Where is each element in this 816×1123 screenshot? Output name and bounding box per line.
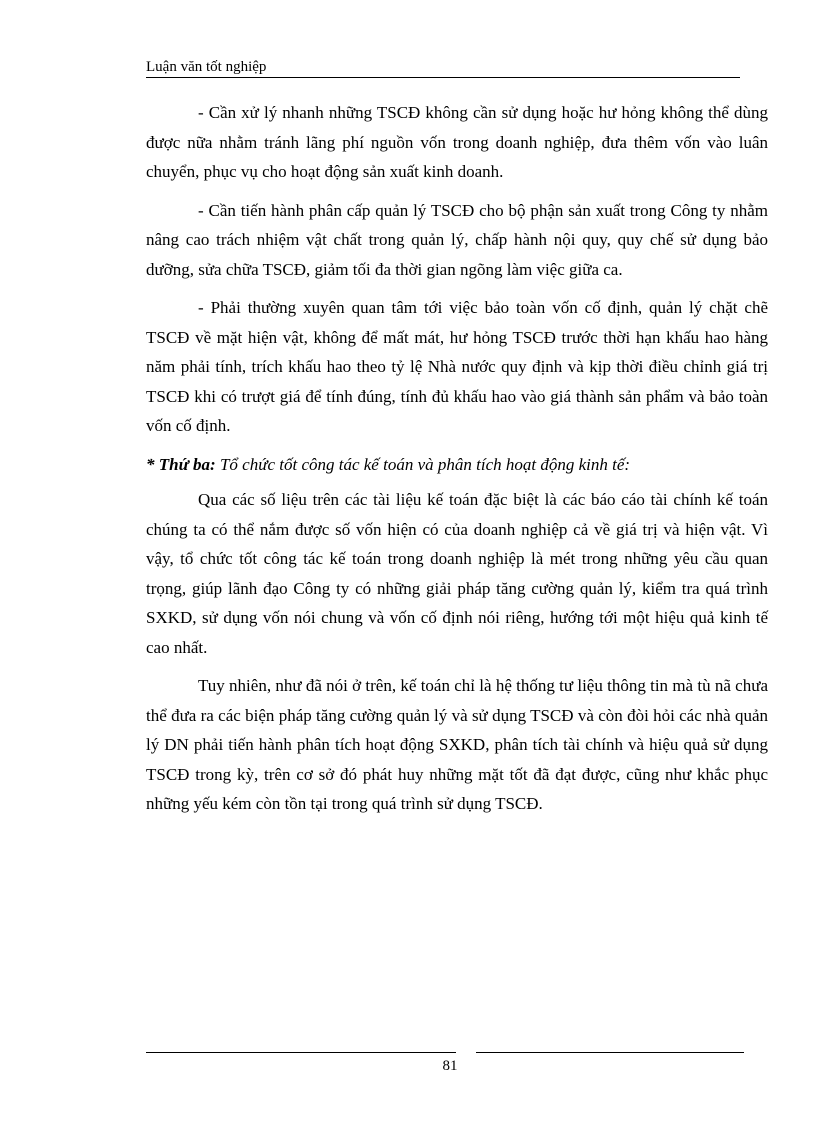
paragraph-4: Qua các số liệu trên các tài liệu kế toán đặc biệt là các báo cáo tài chính kế toán chúng ta có thể nắm được số vốn hiện có của doanh nghiệp cả về giá trị và hiện vật. Vì vậy, tổ chức tốt công tác kế toán trong doanh nghiệp là mét trong những yêu cầu quan trọng, giúp lãnh đạo Công ty có những giải pháp tăng cường quản lý, kiểm tra quá trình SXKD, sử dụng vốn nói chung và vốn cố định nói riêng, hướng tới một hiệu quả kinh tế cao nhất.	[146, 490, 768, 657]
footer-rule-right	[476, 1052, 744, 1053]
paragraph-3: - Phải thường xuyên quan tâm tới việc bảo toàn vốn cố định, quản lý chặt chẽ TSCĐ về mặt hiện vật, không để mất mát, hư hỏng TSCĐ trước thời hạn khấu hao hàng năm phải tính, trích khấu hao theo tỷ lệ Nhà nước quy định và kịp thời điều chỉnh giá trị TSCĐ khi có trượt giá để tính đúng, tính đủ khấu hao vào giá thành sản phẩm và bảo toàn vốn cố định.	[146, 298, 768, 435]
section-heading-label: * Thứ ba:	[146, 454, 216, 474]
paragraph-2: - Cần tiến hành phân cấp quản lý TSCĐ cho bộ phận sản xuất trong Công ty nhằm nâng cao trách nhiệm vật chất trong quản lý, chấp hành nội quy, quy chế sử dụng bảo dưỡng, sửa chữa TSCĐ, giảm tối đa thời gian ngõng làm việc giữa ca.	[146, 200, 768, 279]
paragraph-5: Tuy nhiên, như đã nói ở trên, kế toán chỉ là hệ thống tư liệu thông tin mà tù nã chưa thể đưa ra các biện pháp tăng cường quản lý và sử dụng TSCĐ và còn đòi hỏi các nhà quản lý DN phải tiến hành phân tích hoạt động SXKD, phân tích tài chính và hiệu quả sử dụng TSCĐ trong kỳ, trên cơ sở đó phát huy những mặt tốt đã đạt được, cũng như khắc phục những yếu kém còn tồn tại trong quá trình sử dụng TSCĐ.	[146, 676, 768, 813]
page-header	[146, 58, 740, 78]
section-heading-text: Tổ chức tốt công tác kế toán và phân tích hoạt động kinh tế:	[215, 454, 631, 474]
page-body	[146, 98, 768, 828]
header-title: Luận văn tốt nghiệp	[146, 59, 267, 75]
footer-rule-left	[146, 1052, 456, 1053]
paragraph-1: - Cần xử lý nhanh những TSCĐ không cần sử dụng hoặc hư hỏng không thể dùng được nữa nhằm tránh lãng phí nguồn vốn trong doanh nghiệp, đưa thêm vốn vào luân chuyển, phục vụ cho hoạt động sản xuất kinh doanh.	[146, 103, 768, 181]
page-number: 81	[442, 1058, 458, 1074]
section-heading	[146, 450, 768, 480]
